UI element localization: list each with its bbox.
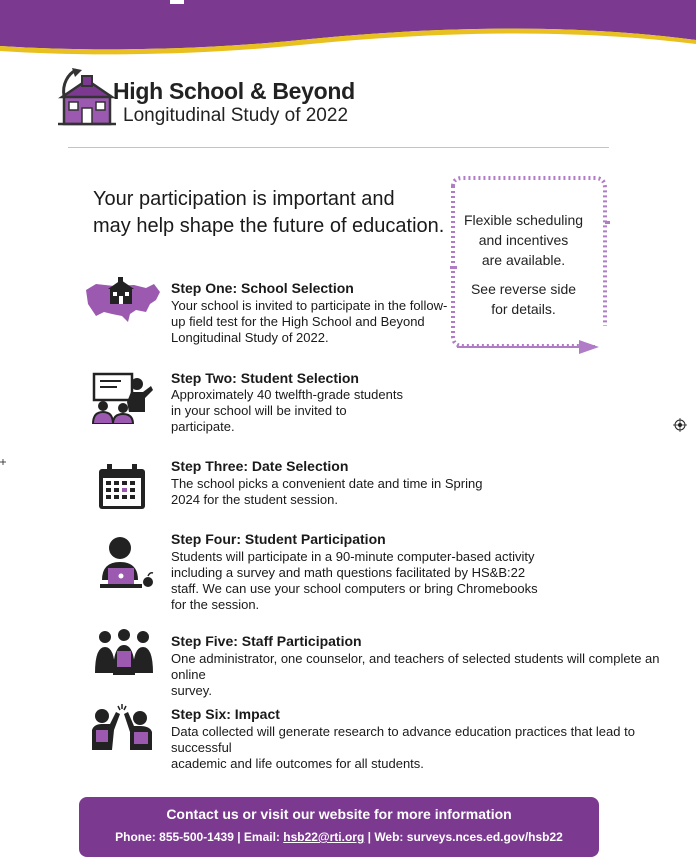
callout-line-5: for details.	[491, 301, 556, 317]
headline	[93, 186, 453, 240]
callout-line-2: and incentives	[478, 232, 569, 248]
us-map-schoolhouse-icon	[84, 274, 162, 326]
logo-title: High School & Beyond	[113, 78, 355, 104]
step-three-description: The school picks a convenient date and time in Spring 2024 for the student session.	[171, 476, 483, 507]
headline-line-2: may help shape the future of education.	[93, 215, 445, 237]
step-two-title: Step Two: Student Selection	[171, 370, 359, 386]
student-laptop-icon	[98, 536, 154, 590]
email-link[interactable]: hsb22@rti.org	[283, 830, 365, 844]
step-one-title: Step One: School Selection	[171, 280, 354, 296]
step-four-title: Step Four: Student Participation	[171, 531, 386, 547]
contact-title: Contact us or visit our website for more information	[166, 806, 512, 822]
contact-web: | Web: surveys.nces.ed.gov/hsb22	[364, 830, 563, 844]
step-five-title: Step Five: Staff Participation	[171, 633, 362, 649]
logo-subtitle: Longitudinal Study of 2022	[123, 105, 349, 126]
schoolhouse-logo-icon	[58, 66, 116, 126]
crop-mark-icon	[0, 459, 6, 465]
step-six-title: Step Six: Impact	[171, 706, 280, 722]
high-five-icon	[90, 704, 154, 750]
step-four-description: Students will participate in a 90-minute computer-based activity including a survey and math questions facilitated by HS&B:22 staff. We can use your school computers or bring Chromebooks for the session.	[171, 549, 538, 612]
header-banner	[0, 0, 696, 62]
calendar-icon	[97, 463, 147, 511]
classroom-teacher-icon	[91, 372, 153, 424]
step-five-description: One administrator, one counselor, and teachers of selected students will complete an online survey.	[171, 651, 660, 698]
divider-rule	[68, 147, 609, 148]
callout-line-1: Flexible scheduling	[463, 212, 584, 228]
step-six-description: Data collected will generate research to advance education practices that lead to successful academic and life outcomes for all students.	[171, 724, 635, 771]
headline-line-1: Your participation is important and	[93, 188, 395, 210]
registration-mark-icon	[673, 418, 687, 432]
contact-phone: Phone: 855-500-1439 | Email:	[115, 830, 284, 844]
contact-details	[79, 830, 599, 844]
step-two-description: Approximately 40 twelfth-grade students in your school will be invited to participate.	[171, 387, 403, 434]
callout-line-3: are available.	[481, 252, 566, 268]
callout-line-4: See reverse side	[470, 281, 577, 297]
staff-group-icon	[94, 629, 154, 677]
step-three-title: Step Three: Date Selection	[171, 458, 349, 474]
step-one-description: Your school is invited to participate in the follow- up field test for the High School and Beyond Longitudinal Study of 2022.	[171, 298, 448, 345]
